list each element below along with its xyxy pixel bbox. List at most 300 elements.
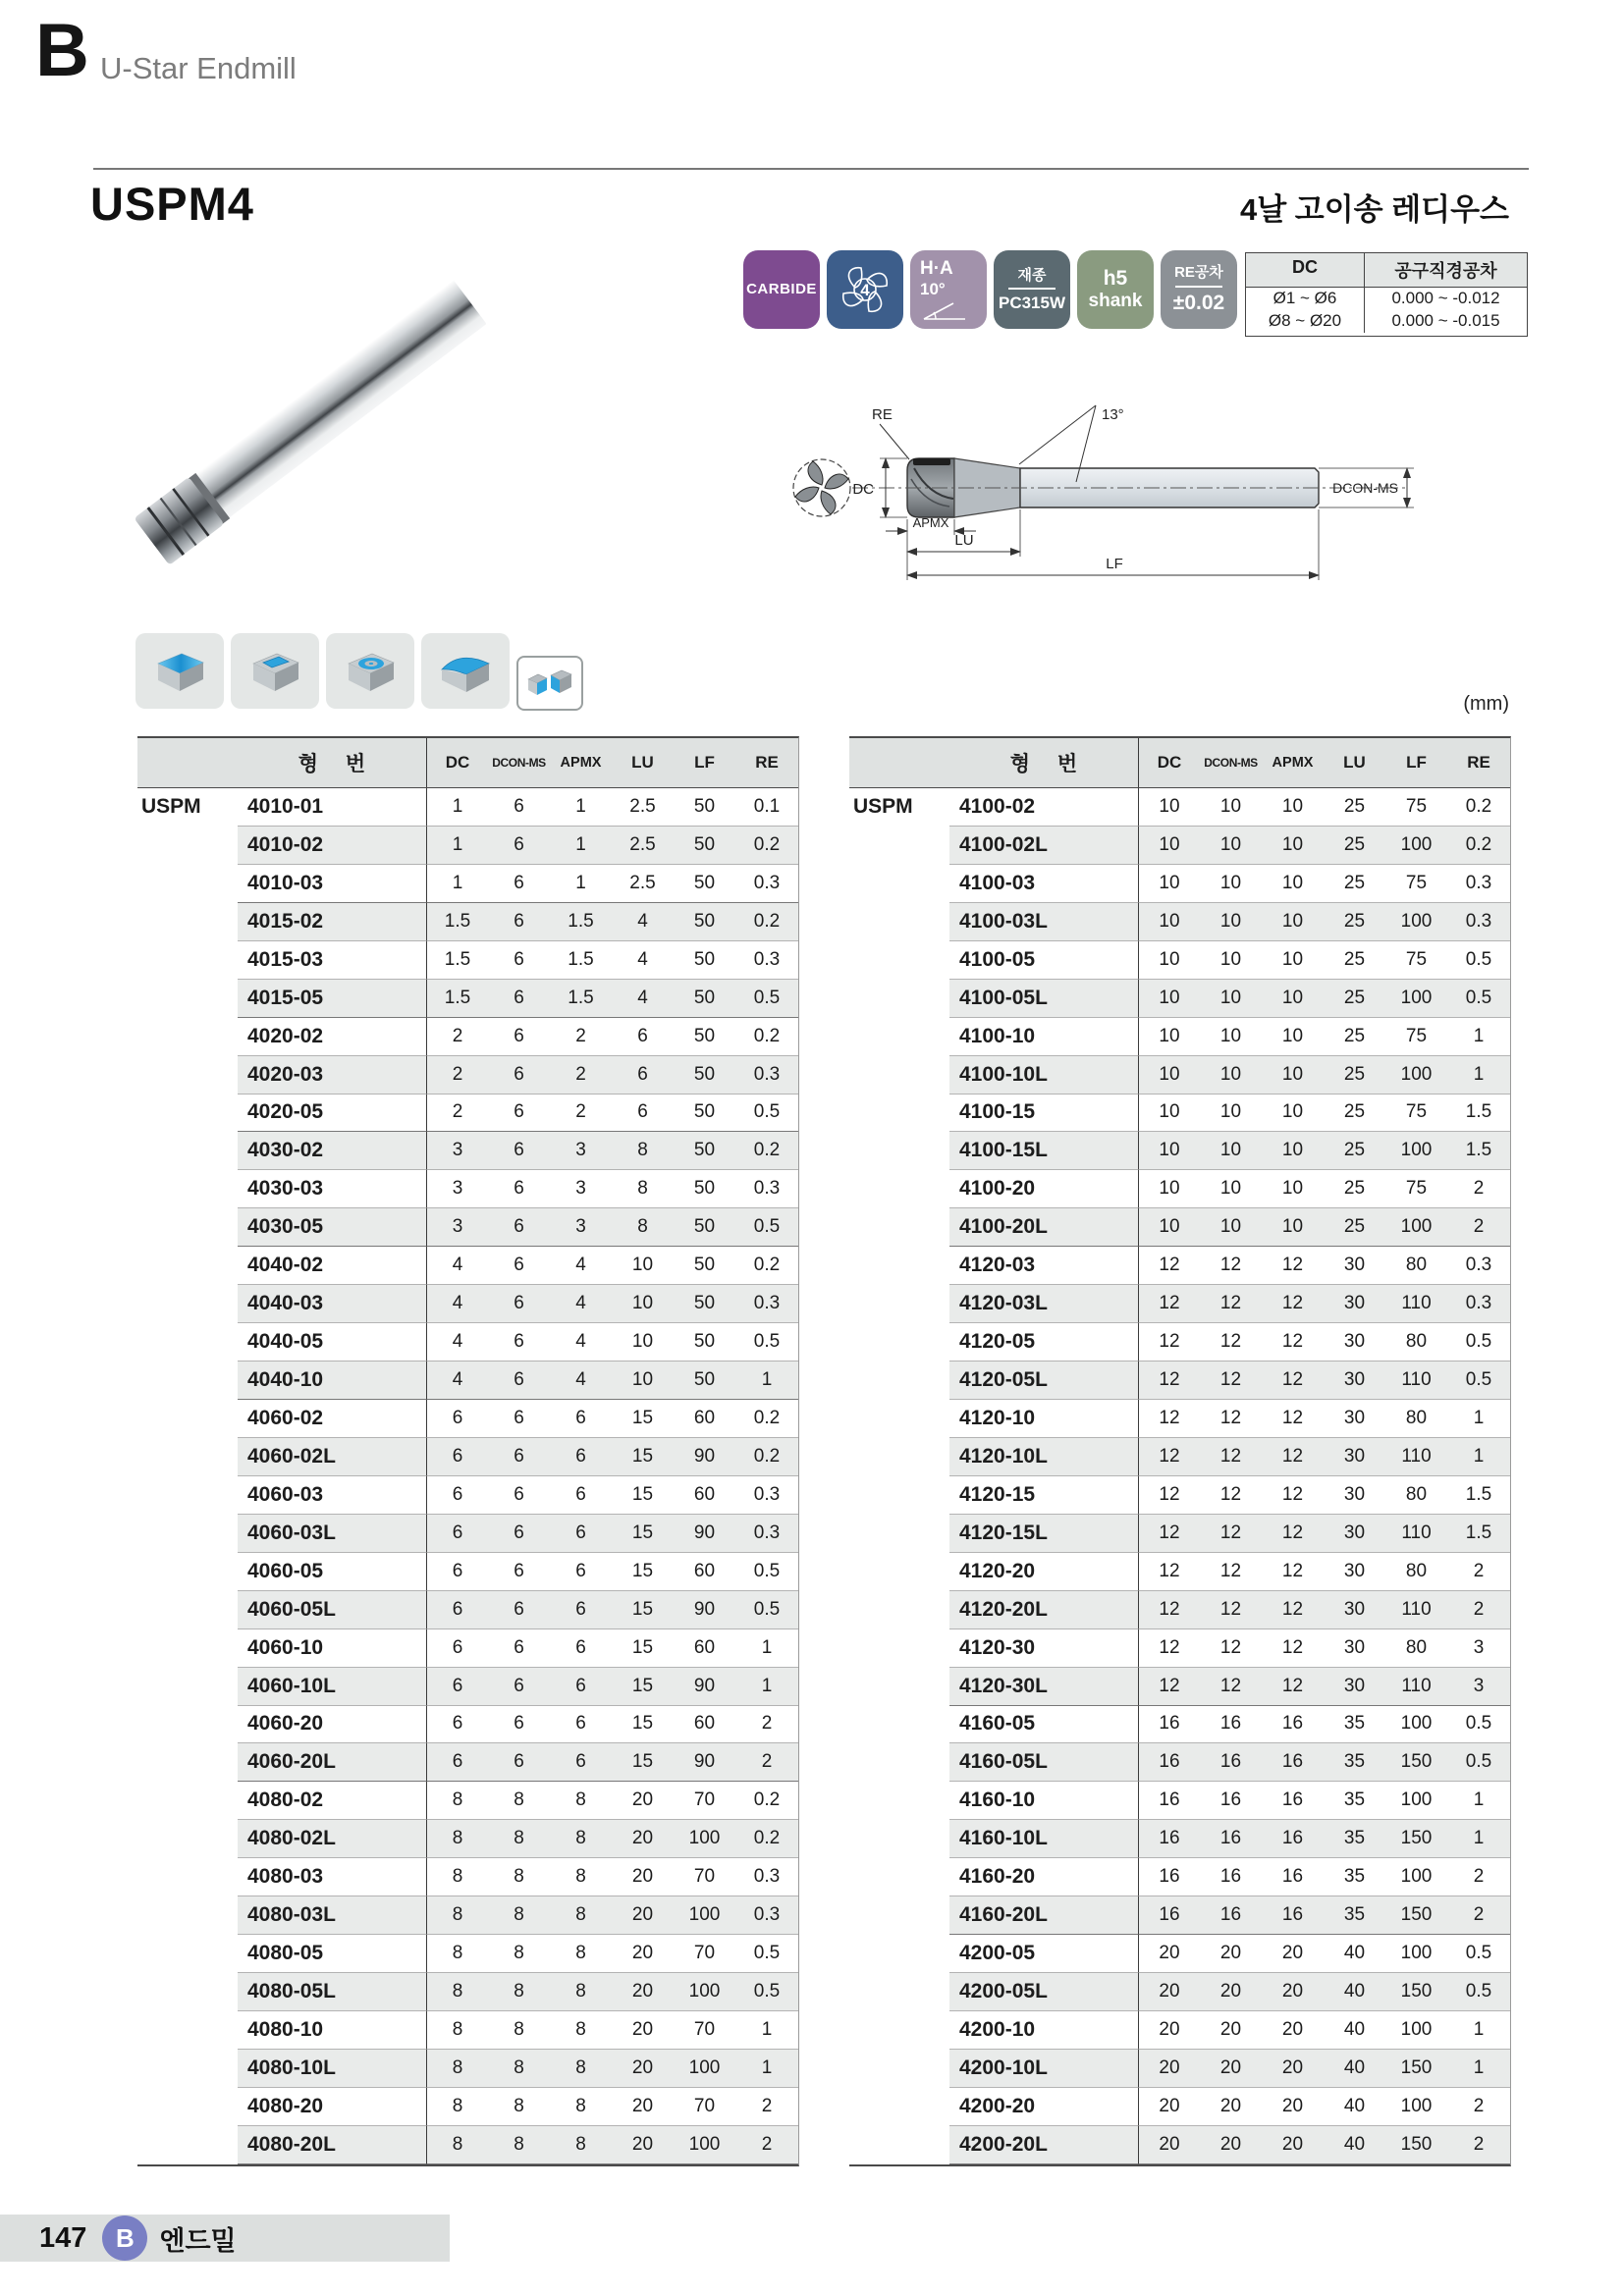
value-cell: 150: [1385, 1820, 1447, 1858]
value-cell: 8: [488, 2011, 550, 2050]
value-cell: 12: [1200, 1629, 1262, 1668]
value-cell: 12: [1138, 1323, 1200, 1362]
value-cell: 3: [550, 1208, 612, 1247]
value-cell: 10: [1262, 980, 1324, 1018]
model-number: 4060-03L: [238, 1515, 426, 1553]
value-cell: 8: [426, 2050, 488, 2088]
product-title-korean: 4날 고이송 레디우스: [1239, 192, 1509, 227]
value-cell: 10: [612, 1362, 674, 1400]
value-cell: 4: [426, 1247, 488, 1285]
value-cell: 10: [1262, 1208, 1324, 1247]
value-cell: 0.1: [735, 788, 798, 827]
value-cell: 4: [612, 941, 674, 980]
value-cell: 100: [1385, 1208, 1447, 1247]
series-label: [849, 1132, 949, 1170]
series-label: [849, 903, 949, 941]
table-row: [137, 1553, 798, 1591]
series-label: [137, 1095, 238, 1133]
model-header: 형 번: [298, 753, 366, 775]
value-cell: 50: [674, 980, 735, 1018]
value-cell: 10: [1262, 1170, 1324, 1208]
table-row: [137, 2011, 798, 2050]
value-cell: 16: [1138, 1782, 1200, 1820]
value-cell: 16: [1138, 1743, 1200, 1782]
table-row: [849, 1132, 1510, 1170]
spec-table-right: [849, 736, 1511, 2166]
model-number: 4120-05L: [949, 1362, 1138, 1400]
value-cell: 0.2: [735, 1782, 798, 1820]
model-number: 4020-02: [238, 1018, 426, 1056]
value-cell: 12: [1138, 1400, 1200, 1438]
value-cell: 4: [426, 1323, 488, 1362]
series-label: [849, 2126, 949, 2164]
value-cell: 8: [550, 2088, 612, 2126]
value-cell: 16: [1262, 1743, 1324, 1782]
model-number: 4160-05L: [949, 1743, 1138, 1782]
series-label: [849, 1056, 949, 1095]
profile-milling-icon: [421, 633, 510, 709]
value-cell: 15: [612, 1668, 674, 1706]
series-label: [849, 1743, 949, 1782]
tolerance-value: 0.000 ~ -0.015: [1364, 310, 1527, 333]
value-cell: 2.5: [612, 865, 674, 903]
value-cell: 15: [612, 1743, 674, 1782]
value-cell: 6: [612, 1018, 674, 1056]
series-label: [849, 1973, 949, 2011]
value-cell: 0.3: [1447, 1247, 1510, 1285]
value-cell: 6: [550, 1706, 612, 1744]
value-cell: 6: [550, 1400, 612, 1438]
side-view: [852, 458, 1409, 517]
value-cell: 20: [1138, 2126, 1200, 2164]
value-cell: 6: [550, 1668, 612, 1706]
series-label: [849, 1668, 949, 1706]
value-cell: 100: [1385, 903, 1447, 941]
value-cell: 20: [612, 1782, 674, 1820]
value-cell: 12: [1262, 1438, 1324, 1476]
table-row: [137, 1591, 798, 1629]
series-label: [137, 1629, 238, 1668]
value-cell: 6: [550, 1743, 612, 1782]
value-cell: 0.3: [735, 1858, 798, 1896]
value-cell: 16: [1138, 1706, 1200, 1744]
value-cell: 8: [488, 1973, 550, 2011]
value-cell: 8: [488, 2088, 550, 2126]
value-cell: 10: [1262, 1018, 1324, 1056]
value-cell: 50: [674, 1285, 735, 1323]
model-number: 4120-30: [949, 1629, 1138, 1668]
value-cell: 10: [1262, 1056, 1324, 1095]
value-cell: 40: [1324, 1973, 1385, 2011]
value-cell: 6: [488, 1056, 550, 1095]
series-label: [849, 1018, 949, 1056]
value-cell: 30: [1324, 1323, 1385, 1362]
value-cell: 2: [1447, 1591, 1510, 1629]
value-cell: 15: [612, 1438, 674, 1476]
value-cell: 50: [674, 1323, 735, 1362]
series-label: [849, 2088, 949, 2126]
value-cell: 80: [1385, 1323, 1447, 1362]
series-label: [849, 1629, 949, 1668]
value-cell: 25: [1324, 1018, 1385, 1056]
table-row: [137, 2126, 798, 2164]
table-row: [137, 980, 798, 1018]
table-row: [849, 2050, 1510, 2088]
value-cell: 20: [1138, 2088, 1200, 2126]
value-cell: 10: [1200, 1132, 1262, 1170]
table-header: [849, 738, 1510, 788]
value-cell: 12: [1200, 1438, 1262, 1476]
series-label: [137, 1323, 238, 1362]
table-row: [137, 1820, 798, 1858]
value-cell: 1: [426, 788, 488, 827]
value-cell: 1.5: [1447, 1515, 1510, 1553]
value-cell: 20: [612, 1858, 674, 1896]
table-row: [137, 941, 798, 980]
value-cell: 8: [612, 1132, 674, 1170]
model-number: 4030-03: [238, 1170, 426, 1208]
value-cell: 1: [1447, 1782, 1510, 1820]
model-number: 4080-20: [238, 2088, 426, 2126]
series-label: [137, 2050, 238, 2088]
value-cell: 8: [550, 1896, 612, 1935]
series-label: [849, 2050, 949, 2088]
value-cell: 8: [426, 1935, 488, 1973]
table-row: [849, 2126, 1510, 2164]
series-label: [849, 1896, 949, 1935]
value-cell: 6: [426, 1706, 488, 1744]
value-cell: 6: [488, 1285, 550, 1323]
value-cell: 40: [1324, 2126, 1385, 2164]
value-cell: 0.2: [735, 1018, 798, 1056]
value-cell: 20: [612, 1973, 674, 2011]
model-number: 4100-10: [949, 1018, 1138, 1056]
value-cell: 50: [674, 788, 735, 827]
model-number: 4080-03: [238, 1858, 426, 1896]
table-row: [849, 1782, 1510, 1820]
value-cell: 1.5: [550, 903, 612, 941]
series-label: [137, 827, 238, 865]
value-cell: 75: [1385, 941, 1447, 980]
series-label: [137, 1668, 238, 1706]
value-cell: 100: [674, 1973, 735, 2011]
table-row: [849, 1247, 1510, 1285]
value-cell: 20: [1200, 2050, 1262, 2088]
value-cell: 70: [674, 1858, 735, 1896]
value-cell: 1: [735, 2011, 798, 2050]
value-cell: 6: [488, 1668, 550, 1706]
value-cell: 2: [550, 1095, 612, 1133]
value-cell: 0.5: [735, 1591, 798, 1629]
col-lf: LF: [694, 753, 715, 772]
face-milling-icon: [135, 633, 224, 709]
value-cell: 12: [1200, 1323, 1262, 1362]
tolerance-dc-range: Ø1 ~ Ø6: [1272, 289, 1337, 307]
model-number: 4010-02: [238, 827, 426, 865]
value-cell: 10: [1262, 865, 1324, 903]
series-label: [849, 1935, 949, 1973]
value-cell: 20: [612, 2050, 674, 2088]
model-number: 4080-05L: [238, 1973, 426, 2011]
model-number: 4100-15: [949, 1095, 1138, 1133]
value-cell: 1.5: [1447, 1095, 1510, 1133]
value-cell: 8: [488, 1935, 550, 1973]
value-cell: 60: [674, 1553, 735, 1591]
table-row: [137, 1323, 798, 1362]
table-row: [849, 1438, 1510, 1476]
value-cell: 10: [612, 1323, 674, 1362]
value-cell: 0.5: [1447, 1743, 1510, 1782]
series-label: [849, 1438, 949, 1476]
value-cell: 1.5: [426, 941, 488, 980]
value-cell: 0.3: [735, 1056, 798, 1095]
value-cell: 25: [1324, 788, 1385, 827]
value-cell: 6: [426, 1553, 488, 1591]
col-dc: DC: [1138, 738, 1200, 787]
value-cell: 15: [612, 1553, 674, 1591]
series-label: [137, 1706, 238, 1744]
value-cell: 0.5: [735, 1973, 798, 2011]
value-cell: 10: [1138, 788, 1200, 827]
value-cell: 1: [550, 788, 612, 827]
table-row: [849, 1323, 1510, 1362]
value-cell: 1: [735, 1362, 798, 1400]
value-cell: 0.2: [735, 1820, 798, 1858]
value-cell: 6: [488, 1591, 550, 1629]
series-label: [849, 1782, 949, 1820]
value-cell: 6: [488, 1629, 550, 1668]
table-row: [137, 1208, 798, 1247]
value-cell: 20: [1262, 2050, 1324, 2088]
value-cell: 6: [488, 788, 550, 827]
value-cell: 0.3: [735, 1170, 798, 1208]
table-row: [849, 1095, 1510, 1133]
value-cell: 35: [1324, 1782, 1385, 1820]
table-row: [137, 1056, 798, 1095]
value-cell: 6: [550, 1591, 612, 1629]
value-cell: 0.2: [735, 1132, 798, 1170]
value-cell: 0.2: [735, 903, 798, 941]
value-cell: 2: [1447, 2088, 1510, 2126]
series-label: [137, 1056, 238, 1095]
value-cell: 75: [1385, 788, 1447, 827]
model-number: 4080-20L: [238, 2126, 426, 2164]
model-number: 4060-02L: [238, 1438, 426, 1476]
model-number: 4040-02: [238, 1247, 426, 1285]
value-cell: 15: [612, 1400, 674, 1438]
value-cell: 100: [1385, 1935, 1447, 1973]
endmill-photo-group: [134, 279, 486, 565]
value-cell: 6: [488, 903, 550, 941]
tolerance-row: [1246, 310, 1527, 336]
value-cell: 12: [1262, 1515, 1324, 1553]
value-cell: 70: [674, 1782, 735, 1820]
value-cell: 40: [1324, 2011, 1385, 2050]
col-lu: LU: [631, 753, 654, 772]
model-number: 4160-10: [949, 1782, 1138, 1820]
value-cell: 100: [1385, 980, 1447, 1018]
value-cell: 60: [674, 1706, 735, 1744]
value-cell: 110: [1385, 1285, 1447, 1323]
value-cell: 16: [1138, 1896, 1200, 1935]
value-cell: 150: [1385, 2050, 1447, 2088]
value-cell: 6: [426, 1438, 488, 1476]
value-cell: 10: [1138, 1208, 1200, 1247]
value-cell: 6: [488, 1247, 550, 1285]
value-cell: 3: [550, 1132, 612, 1170]
model-number: 4160-20L: [949, 1896, 1138, 1935]
model-number: 4100-20L: [949, 1208, 1138, 1247]
value-cell: 2: [550, 1056, 612, 1095]
value-cell: 25: [1324, 865, 1385, 903]
model-number: 4200-10: [949, 2011, 1138, 2050]
value-cell: 100: [1385, 2011, 1447, 2050]
value-cell: 16: [1262, 1782, 1324, 1820]
model-number: 4030-02: [238, 1132, 426, 1170]
value-cell: 60: [674, 1400, 735, 1438]
value-cell: 1: [1447, 1400, 1510, 1438]
col-dcon-ms: DCON-MS: [1204, 756, 1258, 770]
value-cell: 1: [1447, 2050, 1510, 2088]
value-cell: 2: [1447, 1170, 1510, 1208]
value-cell: 12: [1200, 1362, 1262, 1400]
model-number: 4015-02: [238, 903, 426, 941]
series-label: [849, 1170, 949, 1208]
value-cell: 6: [488, 1018, 550, 1056]
value-cell: 20: [1262, 2088, 1324, 2126]
value-cell: 6: [426, 1515, 488, 1553]
value-cell: 1: [1447, 1438, 1510, 1476]
table-row: [137, 1247, 798, 1285]
table-row: [137, 1095, 798, 1133]
model-number: 4040-10: [238, 1362, 426, 1400]
value-cell: 8: [426, 1820, 488, 1858]
value-cell: 8: [426, 2088, 488, 2126]
value-cell: 12: [1262, 1629, 1324, 1668]
model-number: 4060-05: [238, 1553, 426, 1591]
value-cell: 150: [1385, 1896, 1447, 1935]
value-cell: 2: [735, 1706, 798, 1744]
value-cell: 6: [426, 1400, 488, 1438]
value-cell: 100: [1385, 1132, 1447, 1170]
taper-angle-label: 13°: [1102, 406, 1124, 423]
value-cell: 100: [1385, 1056, 1447, 1095]
value-cell: 80: [1385, 1553, 1447, 1591]
value-cell: 10: [612, 1285, 674, 1323]
table-row: [849, 1668, 1510, 1706]
table-row: [849, 1515, 1510, 1553]
series-label: [137, 1858, 238, 1896]
col-re: RE: [1467, 753, 1490, 772]
value-cell: 12: [1138, 1553, 1200, 1591]
series-label: [137, 1591, 238, 1629]
value-cell: 8: [550, 1858, 612, 1896]
table-row: [849, 1400, 1510, 1438]
series-label: [137, 1896, 238, 1935]
value-cell: 2: [426, 1056, 488, 1095]
value-cell: 70: [674, 2011, 735, 2050]
value-cell: 25: [1324, 1056, 1385, 1095]
model-number: 4100-02: [949, 788, 1138, 827]
series-label: [849, 865, 949, 903]
value-cell: 1: [1447, 2011, 1510, 2050]
value-cell: 16: [1262, 1706, 1324, 1744]
value-cell: 0.5: [1447, 980, 1510, 1018]
model-number: 4080-05: [238, 1935, 426, 1973]
value-cell: 6: [426, 1743, 488, 1782]
value-cell: 0.3: [735, 1285, 798, 1323]
value-cell: 10: [612, 1247, 674, 1285]
model-number: 4010-01: [238, 788, 426, 827]
value-cell: 12: [1138, 1362, 1200, 1400]
model-number: 4100-15L: [949, 1132, 1138, 1170]
value-cell: 10: [1138, 1018, 1200, 1056]
value-cell: 10: [1138, 1132, 1200, 1170]
value-cell: 50: [674, 1132, 735, 1170]
value-cell: 20: [1200, 1935, 1262, 1973]
value-cell: 16: [1262, 1896, 1324, 1935]
model-number: 4200-05L: [949, 1973, 1138, 2011]
value-cell: 50: [674, 941, 735, 980]
value-cell: 10: [1200, 788, 1262, 827]
grade-label: 재종: [1017, 266, 1047, 284]
value-cell: 10: [1138, 1170, 1200, 1208]
model-number: 4200-20L: [949, 2126, 1138, 2164]
series-label: [137, 2088, 238, 2126]
value-cell: 100: [1385, 827, 1447, 865]
value-cell: 10: [1200, 865, 1262, 903]
table-row: [137, 1973, 798, 2011]
model-number: 4160-20: [949, 1858, 1138, 1896]
value-cell: 0.5: [735, 1208, 798, 1247]
value-cell: 6: [488, 1438, 550, 1476]
value-cell: 100: [674, 2126, 735, 2164]
value-cell: 10: [1262, 827, 1324, 865]
value-cell: 35: [1324, 1743, 1385, 1782]
value-cell: 50: [674, 1056, 735, 1095]
value-cell: 100: [674, 1896, 735, 1935]
value-cell: 8: [488, 1858, 550, 1896]
spec-table-left: [137, 736, 799, 2166]
product-code: USPM4: [90, 178, 254, 230]
flute-cross-section-icon: [835, 259, 895, 320]
value-cell: 35: [1324, 1896, 1385, 1935]
table-row: [849, 827, 1510, 865]
col-dcon-ms: DCON-MS: [492, 756, 546, 770]
apmx-label: APMX: [912, 515, 949, 530]
model-number: 4080-10L: [238, 2050, 426, 2088]
value-cell: 50: [674, 1095, 735, 1133]
value-cell: 12: [1262, 1591, 1324, 1629]
value-cell: 25: [1324, 1095, 1385, 1133]
value-cell: 1.5: [1447, 1132, 1510, 1170]
table-body: [137, 788, 798, 2164]
value-cell: 25: [1324, 827, 1385, 865]
value-cell: 60: [674, 1629, 735, 1668]
value-cell: 6: [488, 1208, 550, 1247]
value-cell: 10: [1262, 1095, 1324, 1133]
table-row: [137, 1400, 798, 1438]
value-cell: 90: [674, 1591, 735, 1629]
value-cell: 40: [1324, 2050, 1385, 2088]
model-number: 4060-10: [238, 1629, 426, 1668]
table-row: [137, 865, 798, 903]
series-label: [137, 1438, 238, 1476]
value-cell: 1: [426, 827, 488, 865]
value-cell: 0.5: [1447, 1706, 1510, 1744]
model-number: 4200-10L: [949, 2050, 1138, 2088]
value-cell: 10: [1138, 941, 1200, 980]
